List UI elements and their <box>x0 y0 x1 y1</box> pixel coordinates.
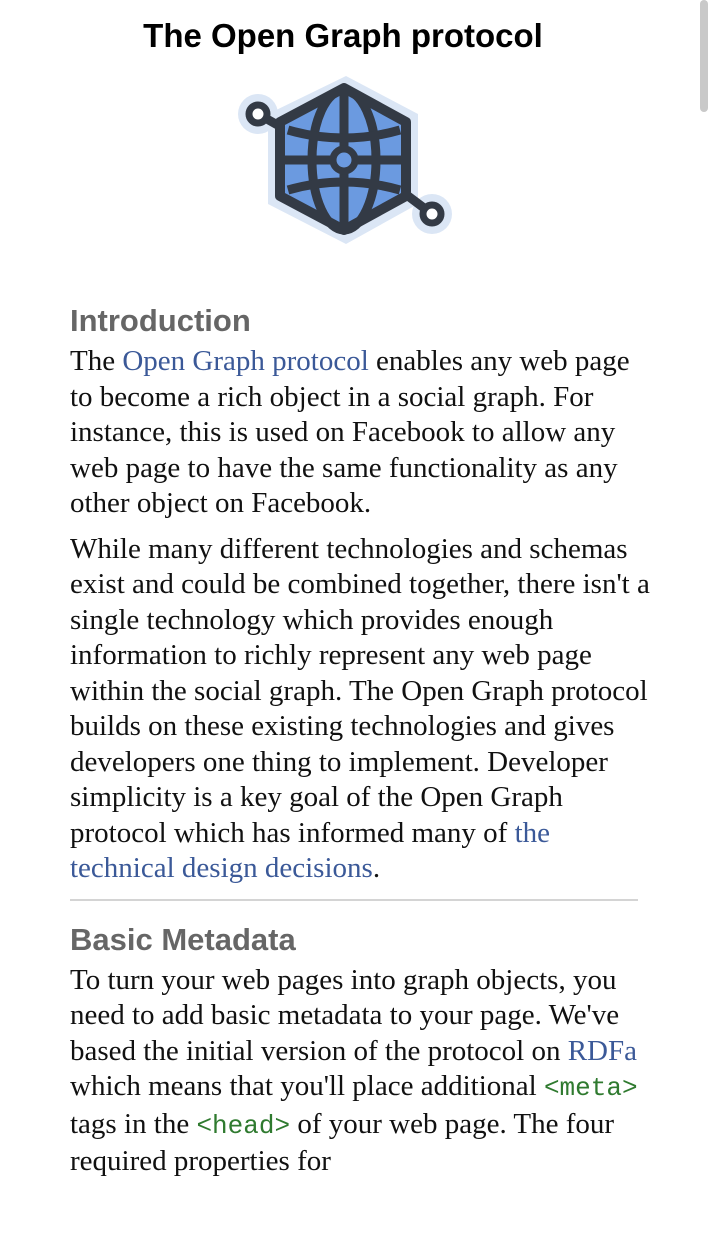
technical-design-decisions-link[interactable]: the technical design decisions <box>70 816 550 884</box>
section-divider <box>70 899 638 901</box>
main-content <box>70 298 650 1180</box>
page-title: The Open Graph protocol <box>143 17 543 54</box>
rdfa-link[interactable]: RDFa <box>567 1034 638 1067</box>
scrollbar-thumb[interactable] <box>700 0 708 112</box>
open-graph-logo-icon <box>236 74 452 254</box>
text: While many different technologies and schemas exist and could be combined together, there isn't a single technology which provides enough information to richly represent any web page within the social graph. The Open Graph protocol builds on these existing technologies and gives developers one thing to implement. Developer simplicity is a key goal of the Open Graph protocol which has informed many of <box>70 532 650 849</box>
text: which means that you'll place additional <box>70 1070 544 1102</box>
introduction-paragraph-2 <box>70 532 650 887</box>
text: tags in the <box>70 1107 197 1140</box>
text: of your web page. The four required properties for <box>70 1107 615 1177</box>
text: The <box>70 345 123 377</box>
text: . <box>372 852 381 884</box>
open-graph-protocol-link[interactable]: Open Graph protocol <box>122 345 369 377</box>
basic-metadata-paragraph <box>70 963 650 1180</box>
basic-metadata-heading: Basic Metadata <box>70 921 296 957</box>
meta-tag-code: <meta> <box>543 1073 638 1103</box>
head-tag-code: <head> <box>196 1110 291 1141</box>
text: To turn your web pages into graph objects, you need to add basic metadata to your page. We've based the initial version of the protocol on <box>70 963 620 1067</box>
introduction-heading: Introduction <box>70 303 251 338</box>
introduction-paragraph-1 <box>70 344 650 522</box>
text: enables any web page to become a rich object in a social graph. For instance, this is used on Facebook to allow any web page to have the same functionality as any other object on Facebook. <box>70 345 630 519</box>
